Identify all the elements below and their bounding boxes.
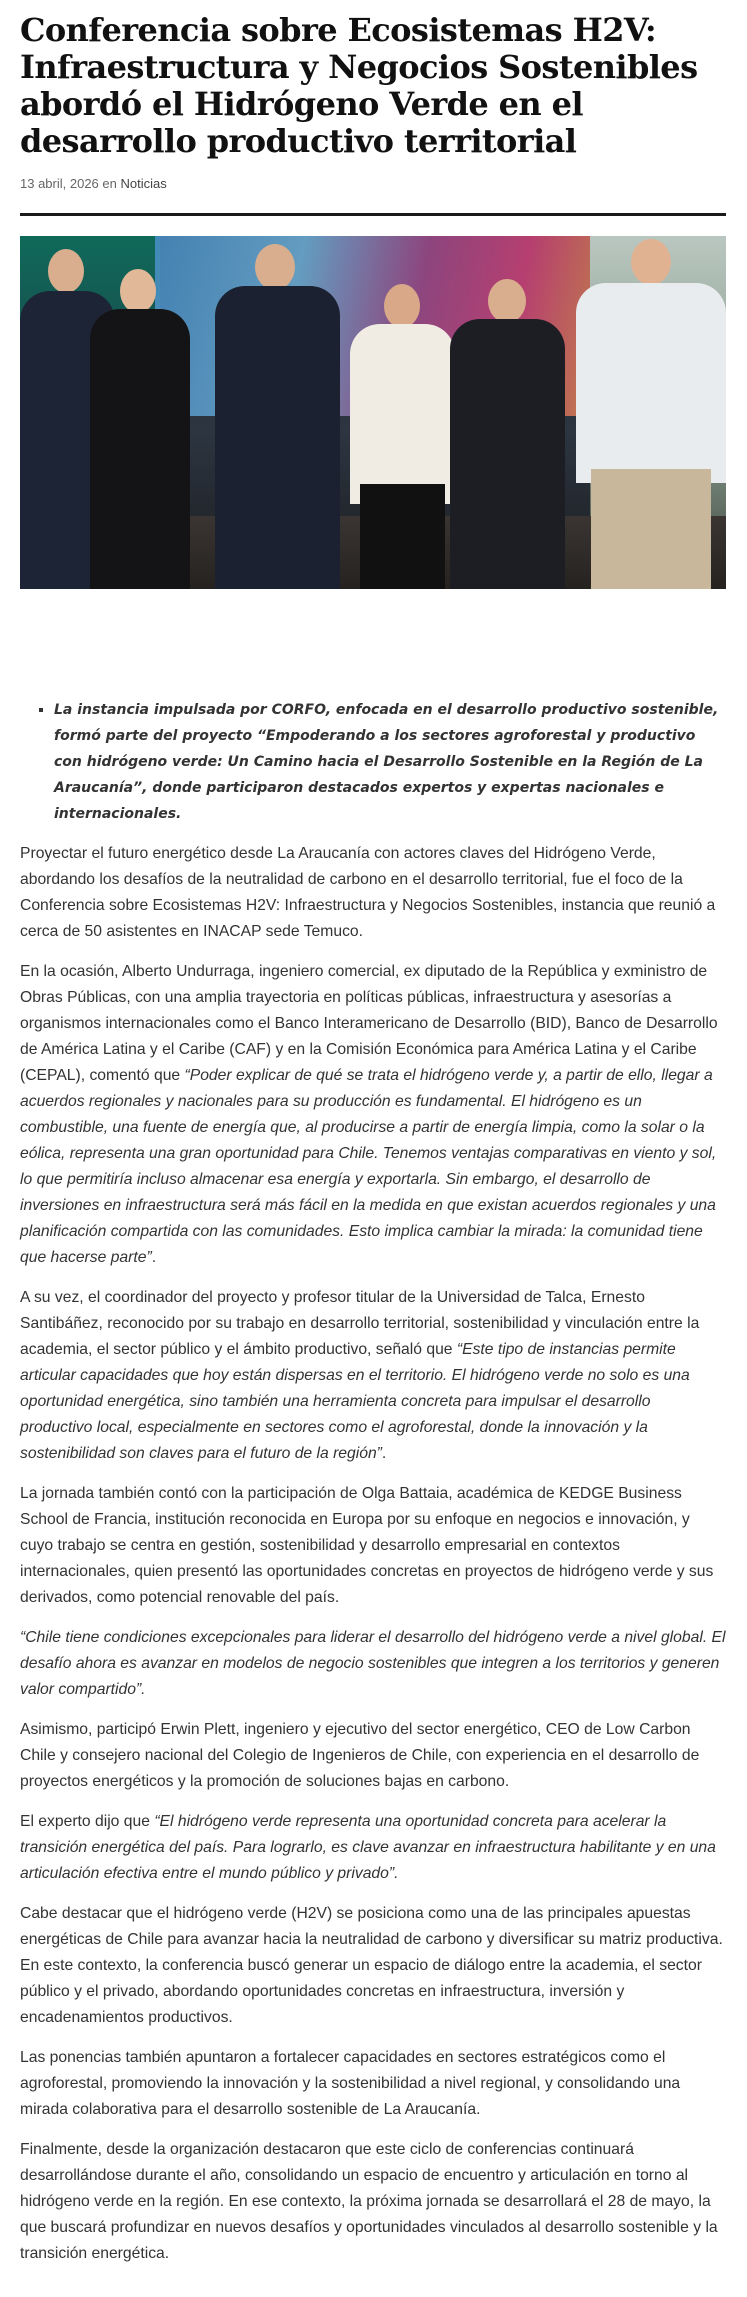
photo-person xyxy=(576,239,726,589)
paragraph-8: Cabe destacar que el hidrógeno verde (H2V) se posiciona como una de las principales apuestas energéticas de Chile para avanzar hacia la neutralidad de carbono y diversificar su matriz productiva. En este contexto, la conferencia buscó generar un espacio de diálogo entre la academia, el sector público y el privado, abordando oportunidades concretas en infraestructura, inversión y encadenamientos productivos. xyxy=(20,1905,723,2026)
paragraph-3 xyxy=(20,1285,726,1467)
photo-person xyxy=(350,284,455,589)
paragraph-2 xyxy=(20,959,726,1271)
paragraph-2-end: . xyxy=(151,1249,157,1266)
paragraph-7 xyxy=(20,1809,726,1887)
photo-person xyxy=(450,279,565,589)
article-date[interactable]: 13 abril, 2026 xyxy=(20,176,99,191)
paragraph-1: Proyectar el futuro energético desde La Araucanía con actores claves del Hidrógeno Verde, abordando los desafíos de la neutralidad de carbono en el desarrollo territorial, fue el foco de la Conferencia sobre Ecosistemas H2V: Infraestructura y Negocios Sostenibles, instancia que reunió a cerca de 50 asistentes en INACAP sede Temuco. xyxy=(20,845,716,940)
paragraph-3-quote: “Este tipo de instancias permite articular capacidades que hoy están dispersas en el territorio. El hidrógeno verde no solo es una oportunidad energética, sino también una herramienta concreta para impulsar el desarrollo productivo local, especialmente en sectores como el agroforestal, donde la innovación y la sostenibilidad son claves para el futuro de la región” xyxy=(20,1341,690,1462)
paragraph-7-quote: “El hidrógeno verde representa una oportunidad concreta para acelerar la transición energética del país. Para lograrlo, es clave avanzar en infraestructura habilitante y en una articulación efectiva entre el mundo público y privado”. xyxy=(20,1813,716,1882)
photo-person xyxy=(90,269,190,589)
paragraph-2-quote: “Poder explicar de qué se trata el hidrógeno verde y, a partir de ello, llegar a acuerdos regionales y nacionales para su producción es fundamental. El hidrógeno es un combustible, una fuente de energía que, al producirse a partir de energía limpia, como la solar o la eólica, representa una gran oportunidad para Chile. Tenemos ventajas comparativas en viento y sol, lo que permitiría incluso almacenar esa energía y exportarla. Sin embargo, el desarrollo de inversiones en infraestructura será más fácil en la medida en que existan acuerdos regionales y una planificación compartida con las comunidades. Esto implica cambiar la mirada: la comunidad tiene que hacerse parte” xyxy=(20,1067,717,1266)
photo-person xyxy=(215,244,340,589)
paragraph-4: La jornada también contó con la participación de Olga Battaia, académica de KEDGE Business School de Francia, institución reconocida en Europa por su enfoque en negocios e innovación, y cuyo trabajo se centra en gestión, sostenibilidad y desarrollo empresarial en contextos internacionales, quien presentó las oportunidades concretas en proyectos de hidrógeno verde y sus derivados, como potencial renovable del país. xyxy=(20,1485,714,1606)
article-category-link[interactable]: Noticias xyxy=(120,176,167,191)
paragraph-2-text: En la ocasión, Alberto Undurraga, ingeniero comercial, ex diputado de la República y exministro de Obras Públicas, con una amplia trayectoria en políticas públicas, infraestructura y asesorías a organismos internacionales como el Banco Interamericano de Desarrollo (BID), Banco de Desarrollo de América Latina y el Caribe (CAF) y en la Comisión Económica para América Latina y el Caribe (CEPAL), comentó que xyxy=(20,963,718,1084)
highlight-item: ▪ La instancia impulsada por CORFO, enfocada en el desarrollo productivo sostenible, formó parte del proyecto “Empoderando a los sectores agroforestal y productivo con hidrógeno verde: Un Camino hacia el Desarrollo Sostenible en la Región de La Araucanía”, donde participaron destacados expertos y expertas nacionales e internacionales. xyxy=(54,697,726,827)
highlight-list xyxy=(20,697,726,827)
paragraph-7-text: El experto dijo que xyxy=(20,1813,155,1830)
paragraph-9: Las ponencias también apuntaron a fortalecer capacidades en sectores estratégicos como el agroforestal, promoviendo la innovación y la sostenibilidad a nivel regional, y consolidando una mirada colaborativa para el desarrollo sostenible de La Araucanía. xyxy=(20,2049,681,2118)
article-title: Conferencia sobre Ecosistemas H2V: Infraestructura y Negocios Sostenibles abordó el Hidrógeno Verde en el desarrollo productivo territorial xyxy=(20,11,698,160)
paragraph-3-text: A su vez, el coordinador del proyecto y profesor titular de la Universidad de Talca, Ernesto Santibáñez, reconocido por su trabajo en desarrollo territorial, sostenibilidad y vinculación entre la academia, el sector público y el ámbito productivo, señaló que xyxy=(20,1289,700,1358)
article-photo xyxy=(20,236,726,589)
article xyxy=(20,0,726,2267)
article-meta xyxy=(20,176,726,191)
paragraph-6: Asimismo, participó Erwin Plett, ingeniero y ejecutivo del sector energético, CEO de Low Carbon Chile y consejero nacional del Colegio de Ingenieros de Chile, con experiencia en el desarrollo de proyectos energéticos y la promoción de soluciones bajas en carbono. xyxy=(20,1721,700,1790)
paragraph-5-quote: “Chile tiene condiciones excepcionales para liderar el desarrollo del hidrógeno verde a nivel global. El desafío ahora es avanzar en modelos de negocio sostenibles que integren a los territorios y generen valor compartido”. xyxy=(20,1629,726,1698)
title-divider xyxy=(20,213,726,216)
meta-separator: en xyxy=(102,176,117,191)
paragraph-10: Finalmente, desde la organización destacaron que este ciclo de conferencias continuará desarrollándose durante el año, consolidando un espacio de encuentro y articulación en torno al hidrógeno verde en la región. En ese contexto, la próxima jornada se desarrollará el 28 de mayo, la que buscará profundizar en nuevos desafíos y oportunidades vinculados al desarrollo sostenible y la transición energética. xyxy=(20,2141,718,2262)
paragraph-3-end: . xyxy=(381,1445,387,1462)
